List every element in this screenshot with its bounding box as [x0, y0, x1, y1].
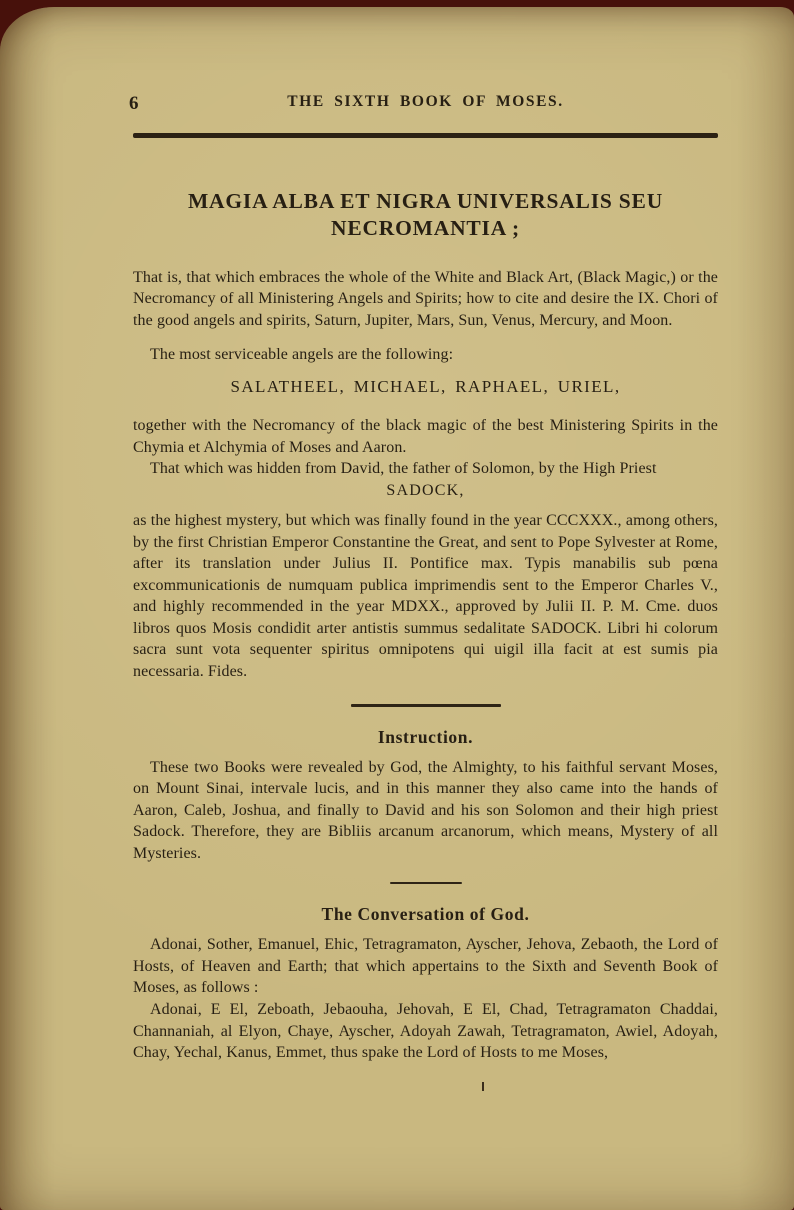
instruction-heading: Instruction.: [377, 726, 474, 747]
intro-paragraph-3: together with the Necromancy of the black magic of the best Ministering Spirits in the Chymia et Alchymia of Moses and Aaron.: [133, 417, 718, 456]
chapter-title: [133, 188, 718, 242]
conversation-paragraph-1: Adonai, Sother, Emanuel, Ehic, Tetragramaton, Ayscher, Jehova, Zebaoth, the Lord of Hosts, of Heaven and Earth; that which appertains to the Sixth and Seventh Book of Moses, as follows :: [133, 936, 718, 997]
priest-name: SADOCK,: [386, 481, 465, 499]
page-header: [129, 93, 718, 117]
printer-mark: [133, 1082, 718, 1092]
conversation-heading: The Conversation of God.: [321, 904, 530, 925]
conversation-paragraph-2: Adonai, E El, Zeboath, Jebaouha, Jehovah, E El, Chad, Tetragramaton Chaddai, Channaniah, al Elyon, Chaye, Ayscher, Adoyah Zawah, Tetragramaton, Awiel, Adoyah, Chay, Yechal, Kanus, Emmet, thus spake the Lord of Hosts to me Moses,: [133, 1000, 718, 1062]
intro-paragraph-2: The most serviceable angels are the following:: [150, 345, 454, 363]
chapter-title-line1: MAGIA ALBA ET NIGRA UNIVERSALIS SEU: [187, 189, 664, 213]
angel-names: SALATHEEL, MICHAEL, RAPHAEL, URIEL,: [230, 377, 621, 397]
intro-paragraph-4: That which was hidden from David, the father of Solomon, by the High Priest: [150, 460, 657, 478]
instruction-paragraph: These two Books were revealed by God, the Almighty, to his faithful servant Moses, on Mount Sinai, intervale lucis, and in this manner they also came into the hands of Aaron, Caleb, Joshua, and finally to David and his son Solomon and their high priest Sadock. Therefore, they are Bibliis arcanum arcanorum, which means, Mystery of all Mysteries.: [133, 758, 718, 863]
page-content: [129, 93, 718, 1092]
page-number: 6: [129, 93, 140, 114]
printer-mark-bar: [482, 1082, 484, 1091]
book-page: [0, 7, 794, 1210]
intro-paragraph-1: That is, that which embraces the whole of the White and Black Art, (Black Magic,) or the Necromancy of all Ministering Angels and Spirits; how to cite and desire the IX. Chori of the good angels and spirits, Saturn, Jupiter, Mars, Sun, Venus, Mercury, and Moon.: [133, 268, 718, 329]
section-divider-1: [351, 704, 501, 707]
header-rule: [133, 133, 718, 138]
chapter-title-line2: NECROMANTIA ;: [331, 215, 520, 240]
section-divider-2: [390, 882, 462, 885]
intro-paragraph-5: as the highest mystery, but which was finally found in the year CCCXXX., among others, by the first Christian Emperor Constantine the Great, and sent to Pope Sylvester at Rome, after its translation under Julius II. Pontifice max. Typis manabilis sub pœna excommunicationis de numquam publica imprimendis sent to the Emperor Charles V., and highly recommended in the year MDXX., approved by Julii II. P. M. Cme. duos libros quos Mosis condidit arter antistis summus sedalitate SADOCK. Libri hi colorum sacra sunt vota sequenter spiritus omnipotens qui uigil illa facit at est sumis pia necessaria. Fides.: [133, 511, 718, 681]
running-title: THE SIXTH BOOK OF MOSES.: [287, 93, 564, 110]
